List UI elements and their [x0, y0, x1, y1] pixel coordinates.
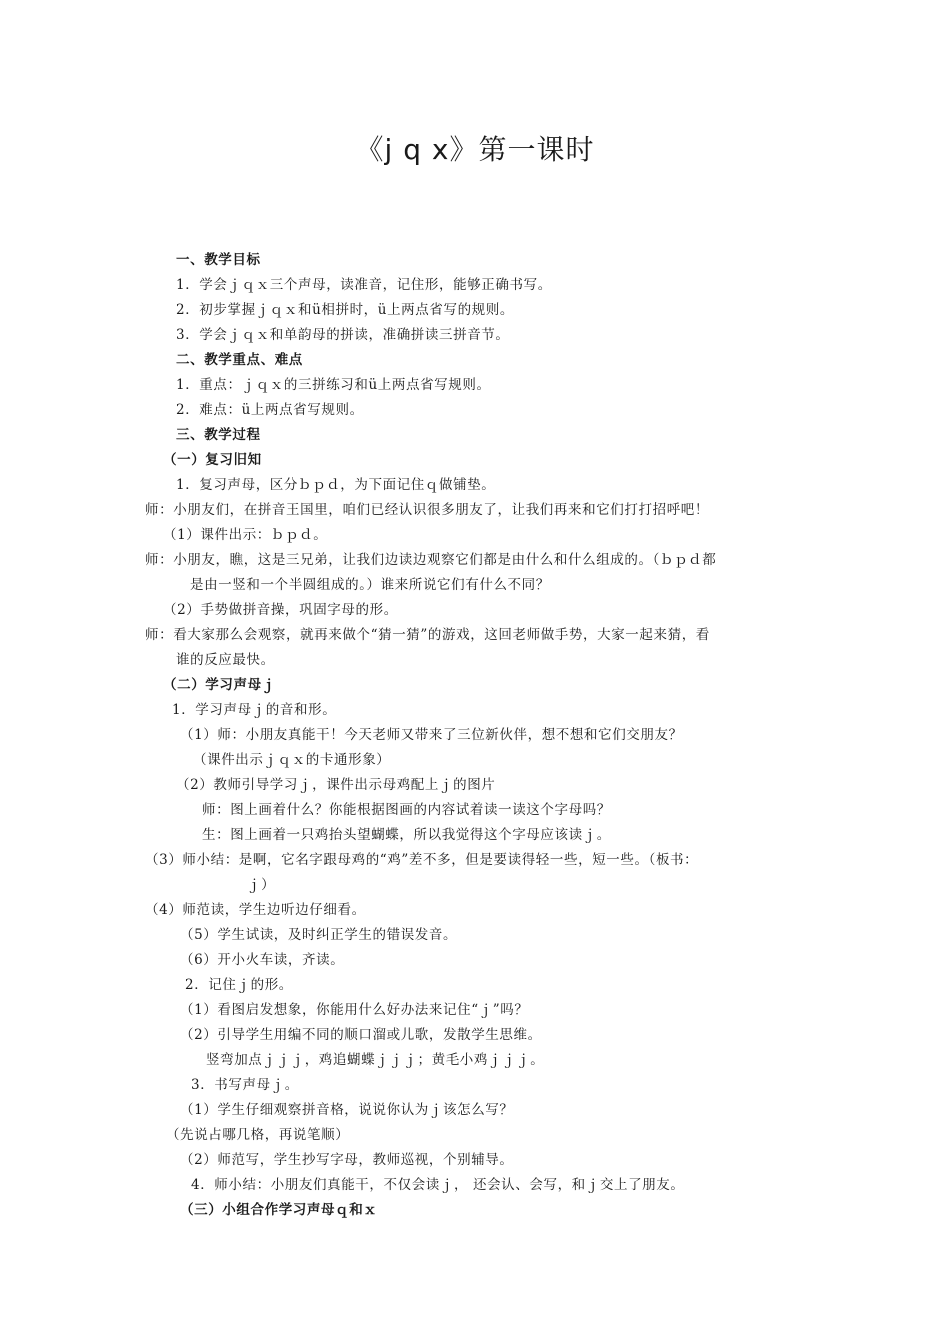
section-heading-objectives: 一、教学目标	[176, 252, 261, 268]
objective-item-1: 1．学会ｊｑｘ三个声母，读准音，记住形，能够正确书写。	[176, 277, 552, 293]
paragraph: （2）引导学生用编不同的顺口溜或儿歌，发散学生思维。	[180, 1027, 542, 1043]
paragraph: （1）师：小朋友真能干！今天老师又带来了三位新伙伴，想不想和它们交朋友？	[180, 727, 683, 743]
paragraph: （1）看图启发想象，你能用什么好办法来记住“ｊ”吗？	[180, 1002, 529, 1018]
paragraph: （1）学生仔细观察拼音格，说说你认为ｊ该怎么写？	[180, 1102, 514, 1118]
student-line: 生：图上画着一只鸡抬头望蝴蝶，所以我觉得这个字母应该读ｊ。	[202, 827, 611, 843]
paragraph: 2．记住ｊ的形。	[185, 977, 293, 993]
paragraph-continued: ｊ）	[247, 877, 276, 893]
paragraph: （4）师范读，学生边听边仔细看。	[145, 902, 366, 918]
objective-item-3: 3．学会ｊｑｘ和单韵母的拼读，准确拼读三拼音节。	[176, 327, 510, 343]
teacher-line: 师：图上画着什么？你能根据图画的内容试着读一读这个字母吗？	[202, 802, 611, 818]
teacher-line: 师：小朋友们，在拼音王国里，咱们已经认识很多朋友了，让我们再来和它们打打招呼吧！	[145, 502, 709, 518]
objective-item-2: 2．初步掌握ｊｑｘ和ü相拼时，ü上两点省写的规则。	[176, 302, 514, 318]
paragraph: （1）课件出示：ｂｐｄ。	[163, 527, 328, 543]
paragraph: （2）手势做拼音操，巩固字母的形。	[163, 602, 398, 618]
teacher-line: 师：小朋友，瞧，这是三兄弟，让我们边读边观察它们都是由什么和什么组成的。（ｂｐｄ都	[145, 552, 717, 568]
paragraph: 1．复习声母，区分ｂｐｄ，为下面记住ｑ做铺垫。	[176, 477, 496, 493]
paragraph: （2）教师引导学习ｊ，课件出示母鸡配上ｊ的图片	[176, 777, 496, 793]
subsection-heading-group-learning: （三）小组合作学习声母ｑ和ｘ	[180, 1202, 378, 1218]
paragraph: （先说占哪几格，再说笔顺）	[166, 1127, 350, 1143]
teacher-line-continued: 谁的反应最快。	[176, 652, 275, 668]
paragraph: 3．书写声母ｊ。	[191, 1077, 299, 1093]
teacher-line: 师：看大家那么会观察，就再来做个“猜一猜”的游戏，这回老师做手势，大家一起来猜，看	[145, 627, 710, 643]
subsection-heading-learn-j: （二）学习声母ｊ	[163, 677, 276, 693]
paragraph: （3）师小结：是啊，它名字跟母鸡的“鸡”差不多，但是要读得轻一些，短一些。（板书：	[145, 852, 699, 868]
key-point-item-2: 2．难点：ü上两点省写规则。	[176, 402, 364, 418]
teacher-line-continued: 是由一竖和一个半圆组成的。）谁来所说它们有什么不同？	[190, 577, 550, 593]
rhyme-line: 竖弯加点ｊｊｊ，鸡追蝴蝶ｊｊｊ；黄毛小鸡ｊｊｊ。	[206, 1052, 545, 1068]
paragraph: 1．学习声母ｊ的音和形。	[172, 702, 337, 718]
key-point-item-1: 1．重点：ｊｑｘ的三拼练习和ü上两点省写规则。	[176, 377, 491, 393]
subsection-heading-review: （一）复习旧知	[163, 452, 262, 468]
paragraph: （5）学生试读，及时纠正学生的错误发音。	[180, 927, 458, 943]
section-heading-process: 三、教学过程	[176, 427, 261, 443]
paragraph: （课件出示ｊｑｘ的卡通形象）	[193, 752, 391, 768]
paragraph: （6）开小火车读，齐读。	[180, 952, 345, 968]
paragraph: 4．师小结：小朋友们真能干，不仅会读ｊ， 还会认、会写，和ｊ交上了朋友。	[191, 1177, 685, 1193]
section-heading-key-points: 二、教学重点、难点	[176, 352, 303, 368]
paragraph: （2）师范写，学生抄写字母，教师巡视，个别辅导。	[180, 1152, 514, 1168]
document-title: 《j q x》第一课时	[355, 133, 595, 166]
